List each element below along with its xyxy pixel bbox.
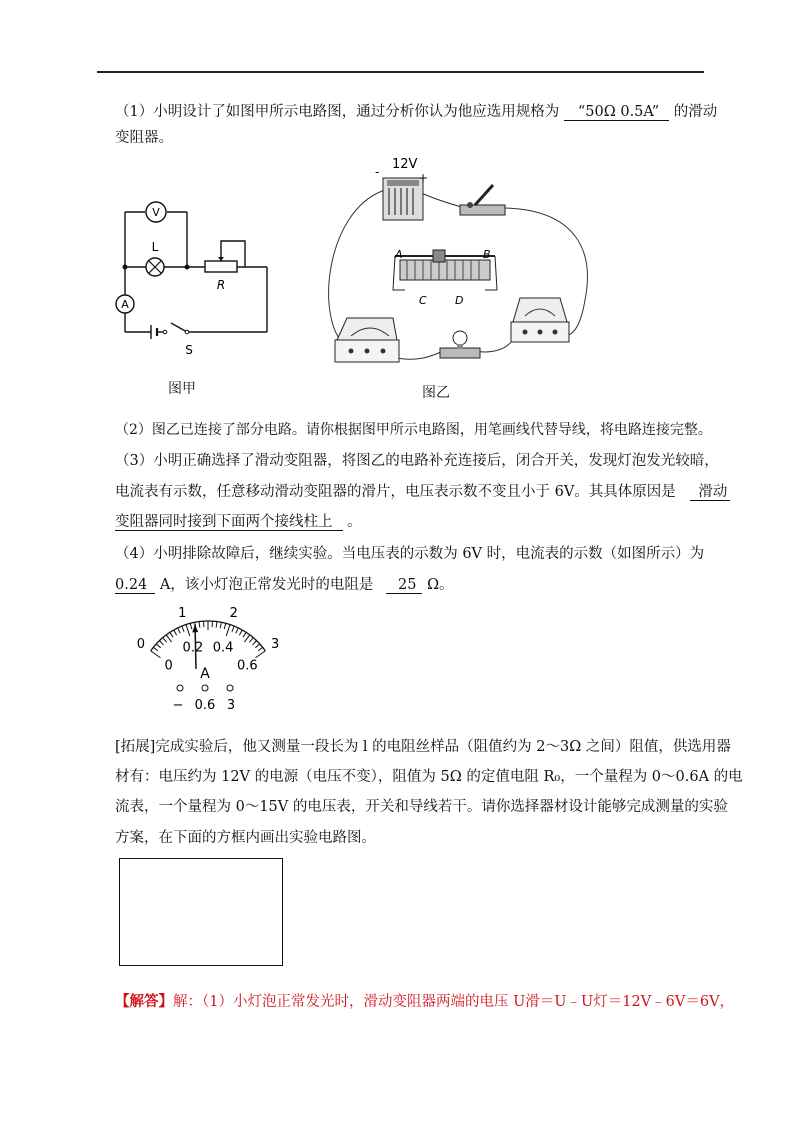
meter-tick [163, 638, 167, 643]
meter-terminal-06 [202, 685, 208, 691]
meter-tick [151, 651, 161, 658]
meter-bottom-label: 0.4 [212, 640, 234, 656]
meter-tick [239, 630, 242, 635]
meter-tick [156, 644, 160, 648]
meter-bottom-label: 0.6 [236, 658, 258, 674]
ext-line1: [拓展]完成实验后，他又测量一段长为 l 的电阻丝样品（阻值约为 2～3Ω 之间）阻值，供选用器 [115, 739, 731, 755]
meter-bottom-label: 0 [164, 658, 173, 674]
q4-mid-text: A，该小灯泡正常发光时的电阻是 [159, 577, 374, 593]
q4-answer-resistance: 25 [386, 577, 422, 594]
meter-tick [232, 626, 234, 632]
meter-tick [159, 641, 163, 645]
q3-answer-part1: 滑动 [690, 484, 730, 501]
header-rule [97, 71, 704, 73]
meter-top-label: 1 [178, 606, 187, 622]
rheostat-device [393, 250, 497, 290]
meter-tick [186, 625, 190, 636]
meter-terminal-label-06: 0.6 [194, 698, 216, 713]
switch-device [460, 185, 505, 215]
meter-tick [226, 625, 230, 636]
meter-tick [255, 644, 259, 648]
q1-text-after: 的滑动 [673, 104, 718, 120]
q2-line: （2）图乙已连接了部分电路。请你根据图甲所示电路图，用笔画线代替导线，将电路连接完整。 [115, 422, 712, 438]
q3-answer-part2: 变阻器同时接到下面两个接线柱上 [115, 514, 343, 531]
label-v: V [152, 206, 160, 219]
q4-line2 [115, 575, 454, 595]
rheostat-label-c: C [419, 294, 427, 307]
lamp-device [440, 331, 480, 358]
q4-unit: Ω。 [427, 577, 454, 593]
label-a: A [121, 298, 129, 311]
meter-tick [153, 647, 158, 651]
rheostat-label-b: B [483, 248, 491, 261]
meter-tick [252, 641, 256, 645]
battery-device [383, 178, 423, 220]
meter-tick [178, 628, 181, 633]
meter-terminal-label-3: 3 [226, 698, 236, 713]
meter-terminal-label-neg: − [172, 698, 184, 713]
ext-line4: 方案，在下面的方框内画出实验电路图。 [115, 830, 376, 846]
meter-tick [199, 622, 200, 628]
meter-symbol: A [200, 666, 210, 682]
meter-tick [256, 651, 266, 658]
q3-line2-text: 电流表有示数，任意移动滑动变阻器的滑片，电压表示数不变且小于 6V。其具体原因是 [115, 484, 676, 500]
meter-tick [166, 635, 171, 642]
label-s: S [185, 343, 193, 357]
q1-line1 [115, 102, 717, 122]
meter-tick [220, 622, 221, 628]
meter-tick [170, 632, 173, 637]
q3-line3-end: 。 [347, 514, 362, 530]
rheostat-label-d: D [455, 294, 464, 307]
meter-terminal-neg [177, 685, 183, 691]
voltmeter-device [335, 318, 399, 362]
solution-text: 解：（1）小灯泡正常发光时，滑动变阻器两端的电压 U滑＝U﹣U灯＝12V﹣6V＝6V， [173, 994, 735, 1010]
label-r: R [216, 278, 226, 292]
meter-tick [236, 628, 239, 633]
meter-tick [182, 626, 184, 632]
battery-plus: + [418, 171, 429, 185]
meter-tick [216, 622, 217, 628]
meter-tick [249, 638, 253, 643]
q3-line2 [115, 482, 730, 502]
meter-tick [258, 647, 263, 651]
solution-line [115, 992, 734, 1012]
meter-tick [224, 623, 226, 629]
q4-line1: （4）小明排除故障后，继续实验。当电压表的示数为 6V 时，电流表的示数（如图所示）为 [115, 546, 705, 562]
battery-minus: - [375, 165, 380, 179]
q3-line3 [115, 512, 362, 532]
meter-top-label: 3 [271, 636, 280, 652]
solution-tag: 【解答】 [115, 993, 173, 1010]
figure-jia-caption: 图甲 [168, 381, 196, 397]
ammeter-dial [108, 596, 308, 716]
q4-answer-current: 0.24 [115, 577, 155, 594]
answer-drawing-box[interactable] [119, 858, 283, 966]
ext-line2: 材有：电压约为 12V 的电源（电压不变），阻值为 5Ω 的定值电阻 R₀，一个量程为 0～0.6A 的电 [115, 769, 743, 785]
ammeter-device [511, 298, 569, 342]
q1-answer: “50Ω 0.5A” [564, 104, 669, 121]
meter-bottom-label: 0.2 [182, 640, 204, 656]
meter-tick [190, 623, 192, 629]
rheostat-label-a: A [395, 248, 403, 261]
q3-line1: （3）小明正确选择了滑动变阻器，将图乙的电路补充连接后，闭合开关，发现灯泡发光较暗， [115, 453, 719, 469]
figure-jia-circuit [105, 195, 285, 360]
meter-tick [244, 635, 249, 642]
figure-yi-circuit [315, 150, 605, 375]
meter-top-label: 0 [136, 636, 145, 652]
ext-line3: 流表，一个量程为 0～15V 的电压表，开关和导线若干。请你选择器材设计能够完成测量的实验 [115, 799, 728, 815]
label-l: L [151, 240, 159, 254]
meter-tick [243, 632, 246, 637]
meter-top-label: 2 [229, 606, 238, 622]
meter-tick [174, 630, 177, 635]
figure-yi-caption: 图乙 [422, 385, 450, 401]
q1-text: （1）小明设计了如图甲所示电路图，通过分析你认为他应选用规格为 [115, 104, 560, 120]
battery-label: 12V [392, 157, 418, 172]
q1-line2: 变阻器。 [115, 130, 173, 146]
meter-terminal-3 [227, 685, 233, 691]
